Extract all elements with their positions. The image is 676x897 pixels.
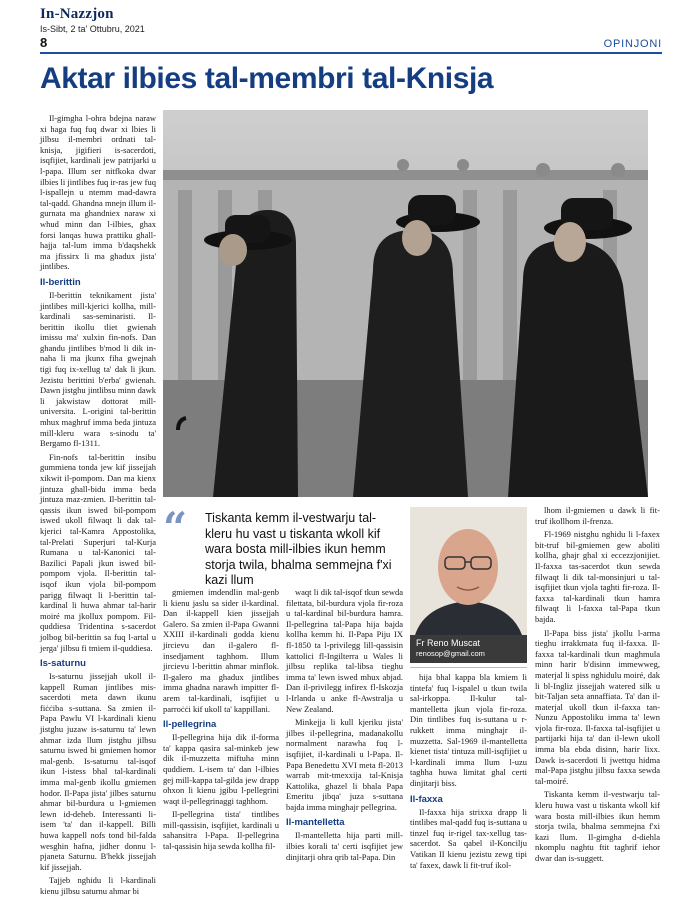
paragraph: waqt li dik tal-isqof tkun sewda filettata, bil-burdura vjola fir-roza u tal-kardinal bil-burdura hamra. Il-pellegrina tal-Papa hija bajda kollha kemm hi. Il-Papa Piju IX fl-1850 ta l-privilegg lill-qassisin kattolici fl-Ingilterra u Wales li jilbsu replika tal-libsa tieghu imma ta' lewn iswed mhux abjad. Dan il-privilegg infirex fl-Iskozja l-Irlanda u anke fl-Awstralja u New Zealand. <box>286 587 403 714</box>
paragraph: Il-gimgha l-ohra bdejna naraw xi haga fuq fuq dwar xi lbies li jilbsu il-membri ordnati tal-knisja, jigifieri is-sacerdoti, isqfijiet, kardinali jew patrijarki u l-papa. Illum ser nitfkoka dwar ilbies li jintlibes fuq ir-ras jew fuq l-ispallejn u ntemm mad-dawra tal-qadd. Ghandna mnejn illum il-gurnata ma ghandniex naraw xi whud minn dan l-ilbies, ghax forsi lanqas huwa prattiku ghall-hajja tal-lum imma b'daqshekk ma jfissirx li ma ghadux jista' jintlibes. <box>40 113 156 272</box>
article-column-4 <box>410 672 527 870</box>
article-column-5 <box>535 505 660 861</box>
paragraph: Tajjeb nghidu li l-kardinali kienu jilbsu saturnu ahmar bi <box>40 875 156 896</box>
paragraph: Il-mantelletta hija parti mill-ilbies korali ta' certi isqfijiet jew dinjitarji ohra qrib tal-Papa. Din <box>286 830 403 862</box>
subheading-berittin: Il-berittin <box>40 276 81 288</box>
paragraph: Il-faxxa hija strixxa drapp li tintlibes mal-qadd fuq is-suttana u tinzel fuq ir-rigel tax-xellug tas-sacerdot. Sa qabel il-Koncilju Vatikan II kienu jezistu zewg tipi ta' faxex, dawk li fit-truf ikol- <box>410 806 527 870</box>
quote-mark-icon: “ <box>163 503 188 552</box>
paragraph: lhom il-gmiemen u dawk li fit-truf ikollhom il-frenza. <box>535 505 660 526</box>
article-column-3 <box>286 587 403 861</box>
headline: Aktar ilbies tal-membri tal-Knisja <box>40 62 494 95</box>
divider <box>410 667 527 668</box>
pull-quote-text: Tiskanta kemm il-vestwarju tal-kleru hu vast u tiskanta wkoll kif wara bosta mill-ilbies ikun hemm storja twila, bhalma semmejna f'xi kazi llum <box>205 511 392 587</box>
paragraph: Il-pellegrina tista' tintlibes mill-qassisin, isqfijiet, kardinali u sahansitra l-Papa. Il-pellegrina tal-qassisin hija sewda kollha fil- <box>163 809 279 852</box>
page-number: 8 <box>40 35 48 50</box>
paragraph: gmiemen imdendlin mal-genb li kienu jaslu sa sider il-kardinal. Dan il-kappell kien jissejjah Galero. Sa zmien il-Papa Gwanni XXIII il-kardinali godda kienu jircievu dan il-galero fl-insedjament taghhom. Illum jircievu l-berittin ahmar minflok. Il-galero ma ghadux jintlibes imma ghadna narawh impitter fl-arem tal-kardinali, isqfijiet u parroċċi kif ukoll ta' kappillani. <box>163 587 279 714</box>
header-rule <box>40 52 662 54</box>
paragraph: Il-Papa biss jista' jkollu l-arma tieghu irrakkmata fuq il-faxxa. Il-faxxa tal-kardinali tkun maghmula minn harir b'disinn immewweg, materjal li spiss nghidulu moiré, dak li bl-Ingliz jissejjah watered silk u bit-Taljan seta annaffiata. Ta' dan il-materjal ukoll tkun il-faxxa tan-Nunzu Appostoliku imma ta' lewn vjola fir-roza. Il-faxxa tal-isqfijiet u partijarki hija ta' dan il-lewn ukoll imma bla ebda disinn, harir lixx. Dawk is-sacerdoti li jwettqu hidma mal-Papa jistghu jilbsu faxxa sewda tal-moiré. <box>535 627 660 786</box>
article-column-2 <box>163 587 279 861</box>
masthead-date: Is-Sibt, 2 ta' Ottubru, 2021 <box>40 24 145 34</box>
paragraph: Il-berittin teknikament jista' jintlibes mill-kjerici kollha, mill-kardinali sas-seminaristi. Il-berittin ikollu tliet gwienah imissu ma' xulxin fin-nofs. Dan ghandu jintlibes b'mod li dik in-naha li ma jkunx fiha gwejnah tigi fuq ix-xellug ta' dak li jkun. Jezistu berittini b'erba' gwienah. Dawn jistghu jintlibsu minn dawk li jakwistaw dottorat mill-universita. L-origini tal-berittin mhux maghruf imma beda jintuza mill-kleru wara s-sinodu ta' Bergamo fl-1311. <box>40 289 156 449</box>
paragraph: Il-pellegrina hija dik il-forma ta' kappa qasira sal-minkeb jew dik il-muzzetta miftuha minn quddiem. L-isem ta' dan l-ilbies gej mill-kappa tal-gilda jew drapp ohxon li kienu jgibu l-pellegrini waqt il-pellegrinaggi taghhom. <box>163 732 279 806</box>
paragraph: hija bhal kappa bla kmiem li tintefa' fuq l-ispalel u tkun twila sal-irkoppa. Il-kulur tal-mantelletta jkun vjola fir-roza. Din tintlibes fuq is-suttana u r-rukkett imma minghajr il-muzzetta. Sal-1969 il-mantelletta kienet tista' tintuza mill-isqfijiet u l-kardinali imma llum l-uzu taghha huwa limitat ghal certi dinjitarji biss. <box>410 672 527 788</box>
author-photo <box>410 507 527 635</box>
author-email[interactable]: renosop@gmail.com <box>416 649 485 658</box>
paragraph: Minkejja li kull kjeriku jista' jilbes il-pellegrina, madanakollu normalment narawha fuq l-isqfijiet, il-kardinali u l-Papa. Il-Papa Benedettu XVI meta fl-2013 warrab mit-tmexxija tal-Knisja Kattolika, ghazel li bhala Papa Emeritu jibqa' juza s-suttana bajda imma minghajr pellegrina. <box>286 717 403 812</box>
paragraph: Fin-nofs tal-berittin insibu gummiena tonda jew kif jissejjah xikwit il-pompom. Dan ma kienx jintuza ghall-bidu imma beda jintuza maz-zmien. Il-berittin tal-qassis ikun iswed bil-pompom iswed ukoll filwaqt li dak tal-kjerici tal-Kamra Appostolika, tal-Prelati Superjuri tal-Kurja Rumana u tal-Kanonici tal-Bazilici Papali jkun iswed bil-pompom vjola. Il-berittin tal-isqof ikun vjola bil-pompom parigg filwaqt li l-berittin tal-kardinal li huwa ahmar tal-harir moiré ma jkollux pompom. Fil-quddiesa Tridentina s-sacerdot jolbog bil-berittin sa fuq l-artal u jerga' jilbsu fi tmiem il-quddiesa. <box>40 451 156 653</box>
author-portrait <box>410 507 527 635</box>
author-name: Fr Reno Muscat <box>416 638 481 648</box>
author-byline <box>410 635 527 663</box>
paragraph: Tiskanta kemm il-vestwarju tal-kleru huwa vast u tiskanta wkoll kif wara bosta mill-ilbies ikun hemm storja twila, bhalma semmejna f'xi kazi llum. Il-gimgha d-diehla nkomplu naghtu ftit taghrif iehor dwar dan is-suggett. <box>535 789 660 863</box>
masthead-logo: In-Nazzjon <box>40 6 114 22</box>
subheading-faxxa: Il-faxxa <box>410 793 443 805</box>
subheading-saturnu: Is-saturnu <box>40 658 86 670</box>
article-column-1 <box>40 113 156 896</box>
paragraph: Is-saturnu jissejjah ukoll il-kappell Ruman jintlibes mis-sacerdoti meta dawn ikunu fiċċiba s-suttana. Sa zmien il-Papa Pawlu VI l-kardinali kienu jistghu juzaw is-saturnu ta' lewn ahmar izda llum jistghu jilbsu saturnu iswed bi gmiemen homor mal-genb. Is-saturnu tal-isqof ikun l-istess bhal tal-kardinali imma mal-genb ikollu gmiemen hodor. Il-Papa jista' jilbes saturnu ahmar bil-burdura u l-gmiemen lewn id-deheb. Interessanti li-isem 'ta' dan il-kappell. Billi huwa kappell nofs tond bil-falda wesghin hafna, jidher donnu l-pjaneta Saturnu. B'hekk jissejjah kif jissejjah. <box>40 671 156 872</box>
subheading-mantelletta: Il-mantelletta <box>286 817 345 829</box>
pull-quote <box>163 503 403 587</box>
photo-illustration <box>163 110 648 497</box>
clergy-photo <box>163 110 648 497</box>
subheading-pellegrina: Il-pellegrina <box>163 719 217 731</box>
paragraph: Fl-1969 nistghu nghidu li l-faxex bit-truf bil-gmiemen gew aboliti kollha, ghajr ghal xi eccezzjonijiet. Il-faxxa tas-sacerdot tkun sewda filwaqt li dik tal-monsinjuri u tal-isqfijiet tkun vjola taghti fir-roza. Il-faxxa tal-kardinali tkun hamra filwaqt li l-faxxa tal-Papa tkun bajda. <box>535 529 660 624</box>
section-label: OPINJONI <box>603 38 662 50</box>
